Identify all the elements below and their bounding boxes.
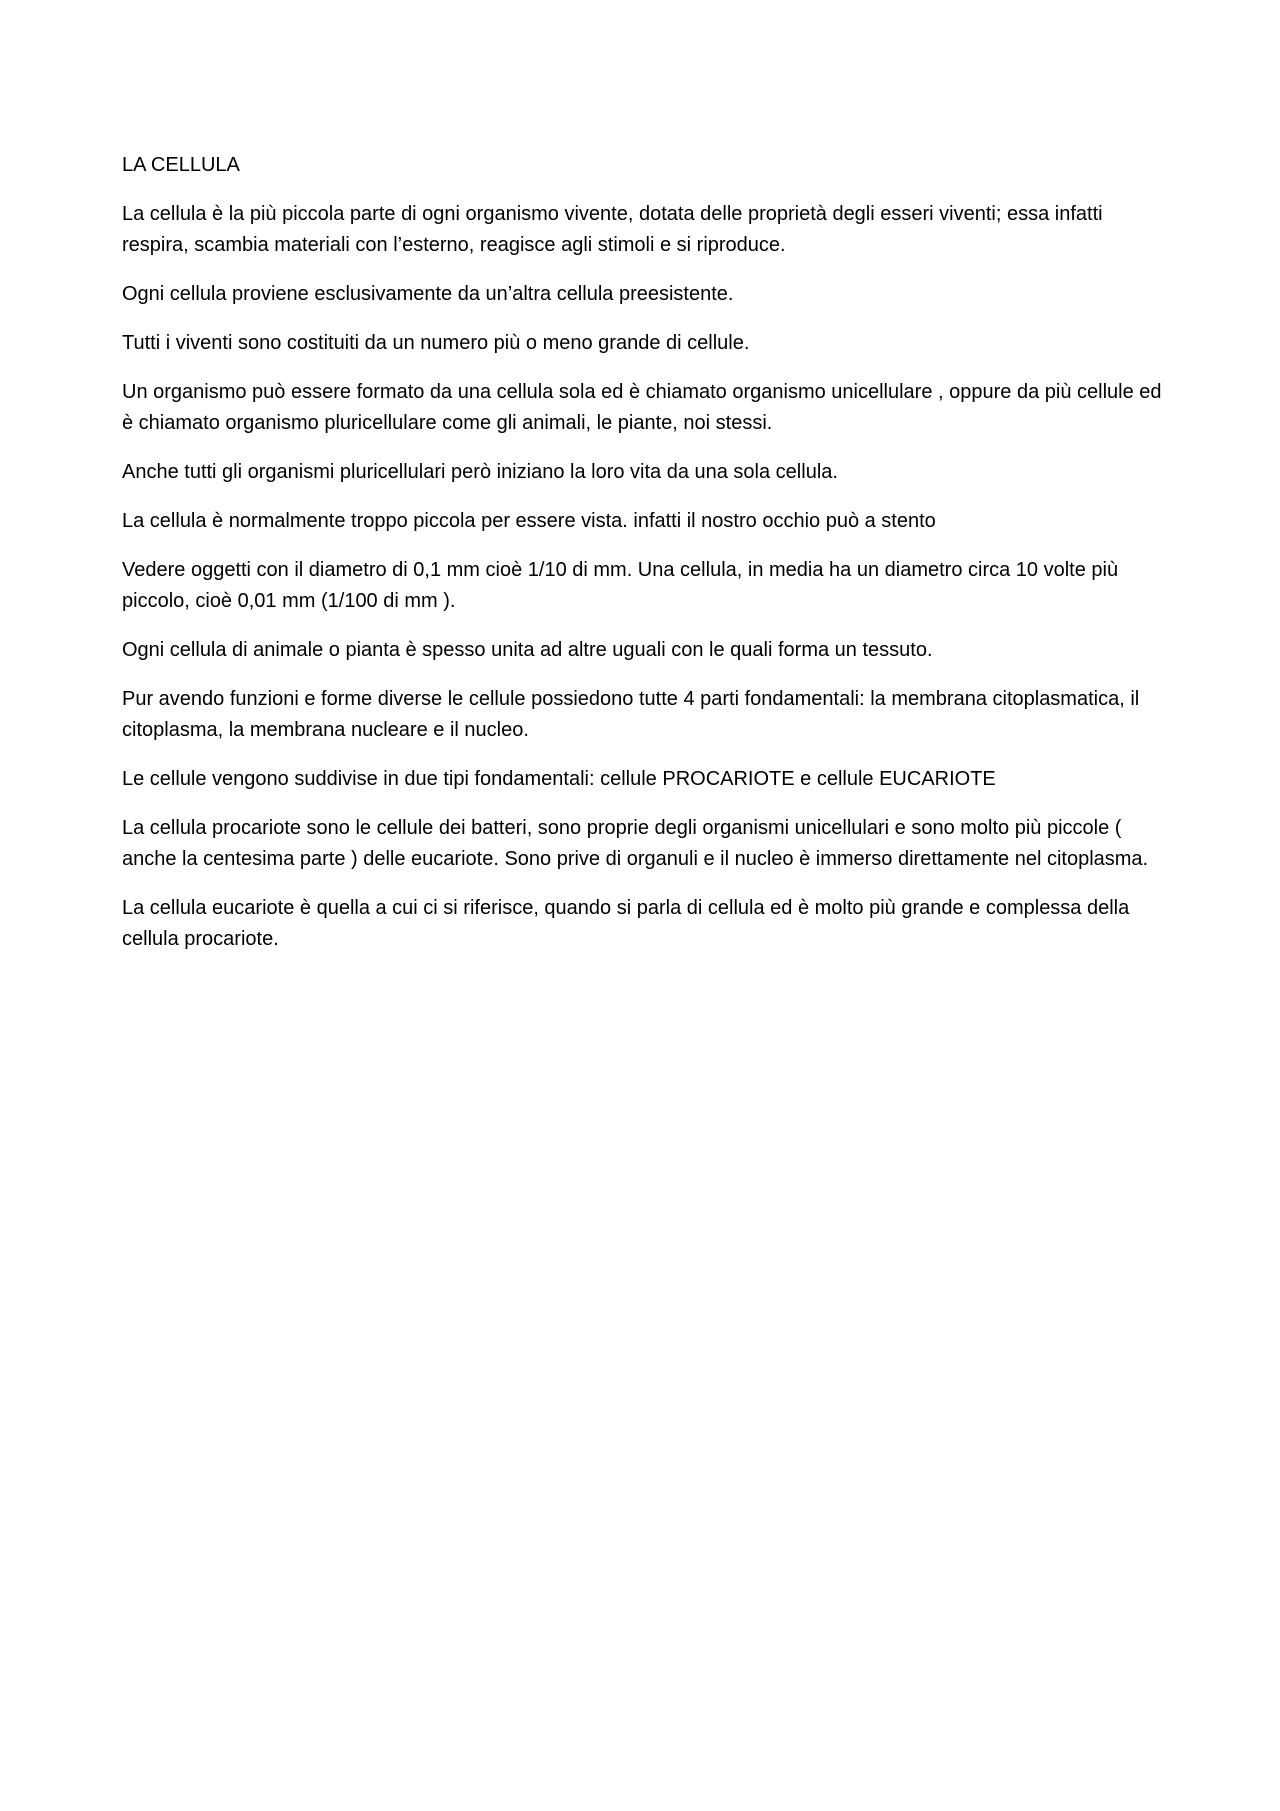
paragraph-11: La cellula procariote sono le cellule dei batteri, sono proprie degli organismi unicellulari e sono molto più piccole ( anche la centesima parte ) delle eucariote. Sono prive di organuli e il nucleo è immerso direttamente nel citoplasma. xyxy=(122,817,1149,870)
paragraph-9: Pur avendo funzioni e forme diverse le cellule possiedono tutte 4 parti fondamentali: la membrana citoplasmatica, il citoplasma, la membrana nucleare e il nucleo. xyxy=(122,688,1140,741)
paragraph-4: Un organismo può essere formato da una cellula sola ed è chiamato organismo unicellulare , oppure da più cellule ed è chiamato organismo pluricellulare come gli animali, le piante, noi stessi. xyxy=(122,381,1162,434)
paragraph-1: La cellula è la più piccola parte di ogni organismo vivente, dotata delle proprietà degli esseri viventi; essa infatti respira, scambia materiali con l’esterno, reagisce agli stimoli e si riproduce. xyxy=(122,203,1103,256)
paragraph-12: La cellula eucariote è quella a cui ci si riferisce, quando si parla di cellula ed è molto più grande e complessa della cellula procariote. xyxy=(122,897,1130,950)
paragraph-6: La cellula è normalmente troppo piccola per essere vista. infatti il nostro occhio può a stento xyxy=(122,510,936,532)
paragraph-7: Vedere oggetti con il diametro di 0,1 mm cioè 1/10 di mm. Una cellula, in media ha un diametro circa 10 volte più piccolo, cioè 0,01 mm (1/100 di mm ). xyxy=(122,559,1119,612)
document-title: LA CELLULA xyxy=(122,154,240,176)
paragraph-2: Ogni cellula proviene esclusivamente da un’altra cellula preesistente. xyxy=(122,283,734,305)
paragraph-10: Le cellule vengono suddivise in due tipi fondamentali: cellule PROCARIOTE e cellule EUCARIOTE xyxy=(122,768,996,790)
paragraph-5: Anche tutti gli organismi pluricellulari però iniziano la loro vita da una sola cellula. xyxy=(122,461,838,483)
paragraph-3: Tutti i viventi sono costituiti da un numero più o meno grande di cellule. xyxy=(122,332,750,354)
document-body xyxy=(122,150,1172,973)
paragraph-8: Ogni cellula di animale o pianta è spesso unita ad altre uguali con le quali forma un tessuto. xyxy=(122,639,933,661)
